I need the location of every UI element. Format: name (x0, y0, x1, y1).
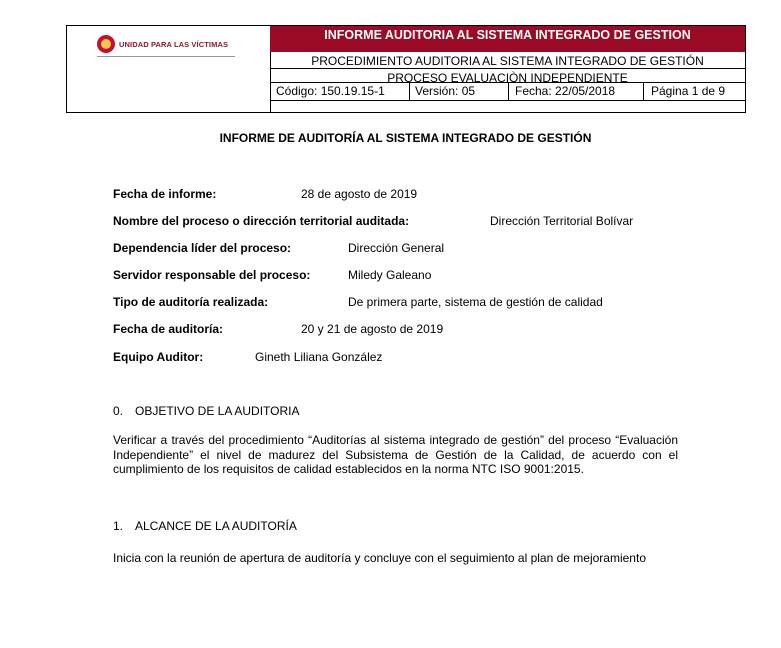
header-meta-row (270, 83, 745, 101)
page-title: INFORME DE AUDITORÍA AL SISTEMA INTEGRADO DE GESTIÓN (219, 131, 592, 145)
field-value: Gineth Liliana González (255, 350, 383, 364)
field-label: Fecha de auditoría: (113, 322, 224, 336)
header-procedure: PROCEDIMIENTO AUDITORIA AL SISTEMA INTEGRADO DE GESTIÓN (270, 52, 745, 69)
field-value: Miledy Galeano (348, 268, 432, 282)
field-report-date (113, 187, 418, 201)
field-lead-dependency (113, 241, 445, 255)
document-header (66, 25, 746, 113)
logo (97, 35, 228, 53)
field-responsible-server (113, 268, 432, 282)
coat-of-arms-icon (97, 35, 115, 53)
doc-version: Versión: 05 (409, 83, 507, 100)
section-title: OBJETIVO DE LA AUDITORIA (135, 404, 300, 418)
field-audit-date (113, 322, 444, 336)
field-label: Tipo de auditoría realizada: (113, 295, 269, 309)
header-process: PROCESO EVALUACIÒN INDEPENDIENTE (270, 69, 745, 83)
logo-cell (67, 26, 271, 112)
header-title: INFORME AUDITORIA AL SISTEMA INTEGRADO DE GESTION (270, 26, 745, 52)
field-process-name (113, 214, 634, 228)
section-number: 0. (113, 404, 124, 418)
field-value: De primera parte, sistema de gestión de calidad (348, 295, 603, 309)
field-value: Dirección General (348, 241, 445, 255)
doc-code: Código: 150.19.15-1 (276, 84, 385, 98)
field-label: Dependencia líder del proceso: (113, 241, 292, 255)
section-text-objective: Verificar a través del procedimiento “Auditorías al sistema integrado de gestión” del proceso “Evaluación Independiente” el nivel de madurez del Subsistema de Gestión de la Calidad, de acuerdo con el cumplimiento de los requisitos de calidad establecidos en la norma NTC ISO 9001:2015. (113, 433, 678, 476)
field-value: Dirección Territorial Bolívar (490, 214, 634, 228)
doc-date: Fecha: 22/05/2018 (508, 83, 635, 100)
logo-text: UNIDAD PARA LAS VÍCTIMAS (119, 39, 229, 49)
section-title: ALCANCE DE LA AUDITORÍA (135, 519, 297, 533)
field-audit-team (113, 350, 383, 364)
field-label: Fecha de informe: (113, 187, 217, 201)
section-heading-objective (113, 404, 300, 418)
field-label: Nombre del proceso o dirección territorial auditada: (113, 214, 410, 228)
section-text-scope: Inicia con la reunión de apertura de auditoría y concluye con el seguimiento al plan de mejoramiento (113, 551, 646, 565)
page-number: Página 1 de 9 (643, 83, 741, 100)
field-value: 28 de agosto de 2019 (301, 187, 418, 201)
field-value: 20 y 21 de agosto de 2019 (301, 322, 444, 336)
section-number: 1. (113, 519, 124, 533)
field-label: Equipo Auditor: (113, 350, 204, 364)
section-heading-scope (113, 519, 297, 533)
field-label: Servidor responsable del proceso: (113, 268, 311, 282)
logo-divider (97, 56, 235, 57)
field-audit-type (113, 295, 603, 309)
